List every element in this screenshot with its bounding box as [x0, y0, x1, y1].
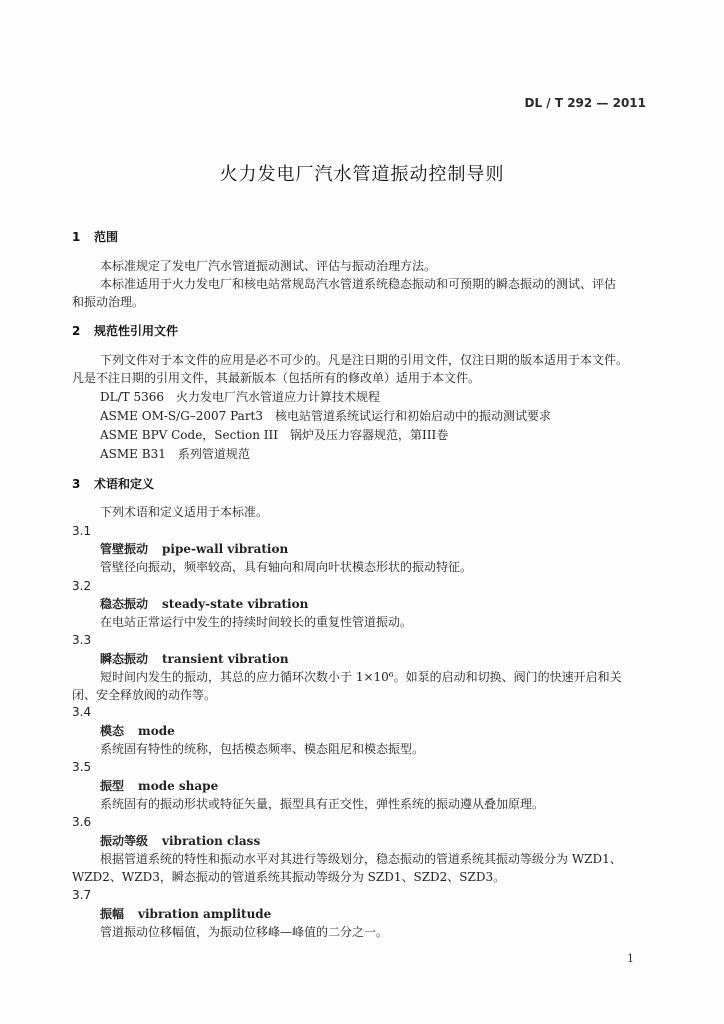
term-chinese: 模态 [100, 724, 125, 738]
term-number: 3.3 [72, 633, 92, 647]
term-chinese: 振幅 [100, 907, 125, 921]
term-number: 3.1 [72, 524, 92, 538]
term-definition: 短时间内发生的振动，其总的应力循环次数小于 1×10⁶。如泵的启动和切换、阀门的快速开启和关 [100, 670, 622, 684]
term-heading [100, 651, 289, 667]
term-english: mode shape [138, 779, 219, 793]
section-1-heading [72, 229, 118, 245]
paragraph: 下列术语和定义适用于本标准。 [100, 505, 269, 519]
term-english: pipe-wall vibration [162, 542, 289, 556]
term-english: vibration class [162, 834, 261, 848]
reference-item: ASME BPV Code，Section III 锅炉及压力容器规范，第III卷 [100, 428, 449, 442]
term-definition: WZD2、WZD3，瞬态振动的管道系统其振动等级分为 SZD1、SZD2、SZD3。 [72, 870, 506, 884]
term-definition: 根据管道系统的特性和振动水平对其进行等级划分，稳态振动的管道系统其振动等级分为 WZD1、 [100, 852, 622, 866]
paragraph: 下列文件对于本文件的应用是必不可少的。凡是注日期的引用文件，仅注日期的版本适用于本文件。 [100, 353, 629, 367]
term-english: mode [138, 724, 175, 738]
reference-item: ASME OM-S/G–2007 Part3 核电站管道系统试运行和初始启动中的振动测试要求 [100, 409, 552, 423]
paragraph: 本标准适用于火力发电厂和核电站常规岛汽水管道系统稳态振动和可预期的瞬态振动的测试、评估 [100, 277, 617, 291]
term-heading [100, 906, 271, 922]
term-number: 3.7 [72, 888, 92, 902]
term-heading [100, 778, 218, 794]
section-3-heading [72, 476, 154, 492]
term-english: vibration amplitude [138, 907, 272, 921]
reference-item: DL/T 5366 火力发电厂汽水管道应力计算技术规程 [100, 390, 380, 404]
term-chinese: 管壁振动 [100, 542, 149, 556]
term-definition: 闭、安全释放阀的动作等。 [72, 688, 217, 702]
paragraph: 本标准规定了发电厂汽水管道振动测试、评估与振动治理方法。 [100, 259, 437, 273]
term-number: 3.6 [72, 815, 92, 829]
term-english: steady-state vibration [162, 597, 309, 611]
term-number: 3.4 [72, 705, 92, 719]
section-2-heading [72, 323, 178, 339]
term-chinese: 振型 [100, 779, 125, 793]
standard-code: DL / T 292 — 2011 [524, 96, 646, 110]
section-title: 规范性引用文件 [94, 324, 179, 338]
term-heading [100, 596, 308, 612]
term-number: 3.2 [72, 579, 92, 593]
paragraph: 凡是不注日期的引用文件，其最新版本（包括所有的修改单）适用于本文件。 [72, 371, 481, 385]
term-number: 3.5 [72, 760, 92, 774]
section-title: 术语和定义 [94, 477, 155, 491]
term-definition: 系统固有的振动形状或特征矢量，振型具有正交性，弹性系统的振动遵从叠加原理。 [100, 797, 545, 811]
document-title: 火力发电厂汽水管道振动控制导则 [219, 164, 505, 185]
page-number: 1 [627, 952, 634, 965]
section-number: 3 [72, 477, 81, 491]
section-title: 范围 [94, 230, 119, 244]
term-definition: 管壁径向振动，频率较高，具有轴向和周向叶状模态形状的振动特征。 [100, 560, 473, 574]
term-definition: 管道振动位移幅值，为振动位移峰—峰值的二分之一。 [100, 925, 389, 939]
term-chinese: 稳态振动 [100, 597, 149, 611]
term-definition: 系统固有特性的统称，包括模态频率、模态阻尼和模态振型。 [100, 742, 425, 756]
term-chinese: 振动等级 [100, 834, 149, 848]
term-heading [100, 723, 175, 739]
term-definition: 在电站正常运行中发生的持续时间较长的重复性管道振动。 [100, 615, 413, 629]
term-english: transient vibration [162, 652, 289, 666]
reference-item: ASME B31 系列管道规范 [100, 447, 250, 461]
term-chinese: 瞬态振动 [100, 652, 149, 666]
section-number: 1 [72, 230, 81, 244]
term-heading [100, 541, 288, 557]
paragraph: 和振动治理。 [72, 295, 145, 309]
section-number: 2 [72, 324, 81, 338]
term-heading [100, 833, 260, 849]
